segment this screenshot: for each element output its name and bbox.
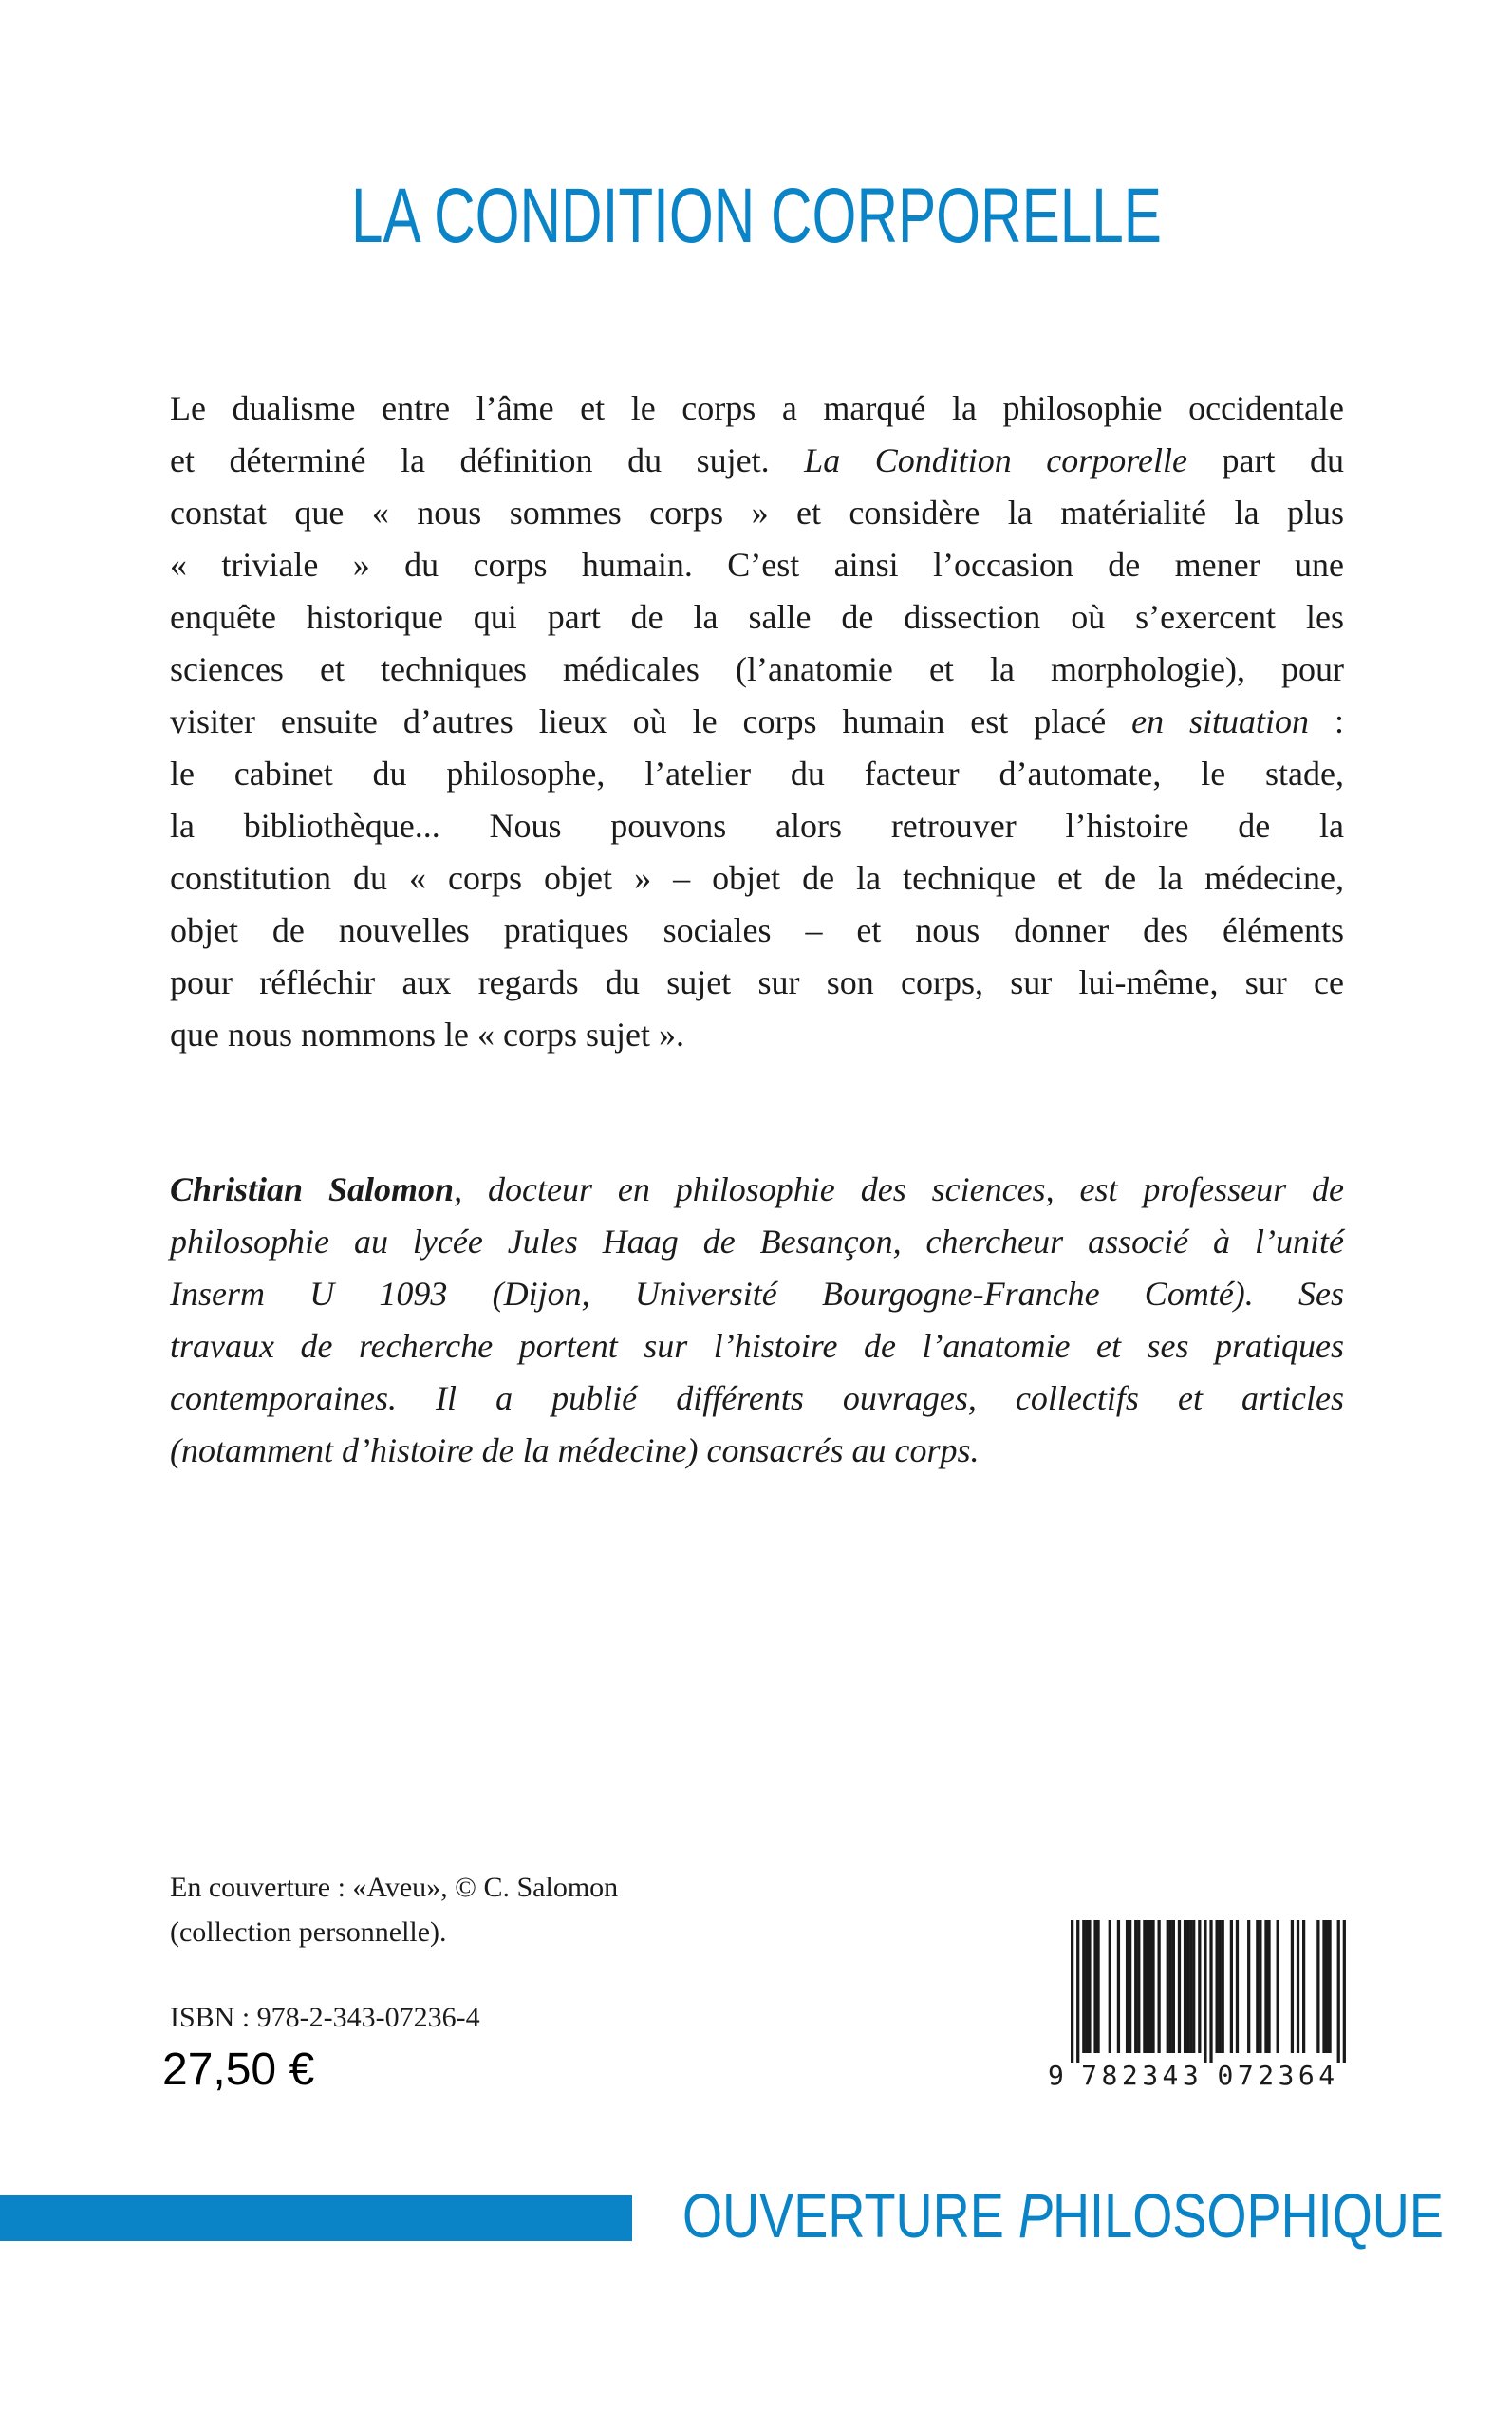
barcode-bar	[1302, 1920, 1305, 2053]
text-segment: pour réfléchir aux regards du sujet sur son corps, sur lui-même, sur ce	[170, 963, 1344, 1001]
text-line	[170, 1009, 1344, 1061]
barcode-bar	[1209, 1920, 1212, 2063]
text-line	[170, 748, 1344, 800]
cover-credit-line: (collection personnelle).	[170, 1916, 447, 1948]
text-line	[170, 696, 1344, 748]
barcode-digit: 3	[1142, 2060, 1159, 2091]
text-segment: constitution du « corps objet » – objet de la technique et de la médecine,	[170, 859, 1344, 897]
text-segment: objet de nouvelles pratiques sociales – et nous donner des éléments	[170, 911, 1344, 949]
text-segment: contemporaines. Il a publié différents ouvrages, collectifs et articles	[170, 1379, 1344, 1417]
text-line	[170, 905, 1344, 957]
barcode-bar	[1137, 1920, 1140, 2053]
barcode-bar	[1204, 1920, 1206, 2063]
text-segment: Le dualisme entre l’âme et le corps a marqué la philosophie occidentale	[170, 389, 1344, 427]
text-segment: sciences et techniques médicales (l’anatomie et la morphologie), pour	[170, 650, 1344, 688]
barcode-bar	[1071, 1920, 1073, 2063]
text-segment: que nous nommons le « corps sujet ».	[170, 1016, 684, 1054]
book-title-text: LA CONDITION CORPORELLE	[351, 173, 1162, 259]
barcode-bar	[1151, 1920, 1154, 2053]
barcode-bar	[1158, 1920, 1161, 2053]
barcode-bar	[1085, 1920, 1088, 2053]
italic-text: La Condition corporelle	[804, 441, 1187, 479]
text-segment: constat que « nous sommes corps » et considère la matérialité la plus	[170, 494, 1344, 532]
barcode-bar	[1186, 1920, 1189, 2053]
barcode-digit: 2	[1121, 2060, 1138, 2091]
barcode-bar	[1230, 1920, 1233, 2053]
text-line	[170, 1216, 1344, 1268]
barcode-bar	[1169, 1920, 1172, 2053]
text-segment: (notamment d’histoire de la médecine) consacrés au corps.	[170, 1431, 980, 1469]
barcode-bar	[1148, 1920, 1151, 2053]
cover-credit	[170, 1865, 618, 1954]
barcode-bar	[1297, 1920, 1299, 2053]
text-segment: enquête historique qui part de la salle de dissection où s’exercent les	[170, 598, 1344, 636]
barcode-bar	[1146, 1920, 1148, 2053]
barcode-digit: 4	[1162, 2060, 1179, 2091]
barcode-bar	[1189, 1920, 1192, 2053]
text-segment: « triviale » du corps humain. C’est ainsi l’occasion de mener une	[170, 546, 1344, 584]
barcode-bar	[1117, 1920, 1120, 2053]
book-title	[351, 173, 1454, 259]
barcode-bar	[1264, 1920, 1267, 2053]
barcode-bar	[1219, 1920, 1222, 2053]
text-line	[170, 487, 1344, 539]
barcode-bar	[1222, 1920, 1224, 2053]
barcode-bar	[1216, 1920, 1219, 2053]
barcode-bar	[1192, 1920, 1195, 2053]
barcode-digit: 8	[1101, 2060, 1118, 2091]
barcode-bar	[1143, 1920, 1146, 2053]
barcode-bar	[1129, 1920, 1131, 2053]
text-segment: travaux de recherche portent sur l’histoire de l’anatomie et ses pratiques	[170, 1327, 1344, 1365]
text-segment: part du	[1186, 441, 1345, 479]
text-line	[170, 1320, 1344, 1373]
text-segment: philosophie au lycée Jules Haag de Besançon, chercheur associé à l’unité	[170, 1223, 1344, 1261]
series-color-band	[0, 2195, 632, 2241]
text-segment: la bibliothèque... Nous pouvons alors retrouver l’histoire de la	[170, 807, 1344, 845]
barcode-bar	[1337, 1920, 1340, 2063]
italic-text: en situation	[1131, 702, 1310, 740]
barcode-digit: 2	[1258, 2060, 1275, 2091]
series-name-part: OUVERTURE	[682, 2180, 1018, 2250]
series-name	[682, 2180, 1512, 2250]
barcode-bar	[1126, 1920, 1129, 2053]
isbn: ISBN : 978-2-343-07236-4	[170, 2002, 480, 2033]
barcode-bar	[1184, 1920, 1186, 2053]
summary-paragraph	[170, 383, 1344, 1061]
text-line	[170, 800, 1344, 852]
barcode-bar	[1267, 1920, 1270, 2053]
text-segment: Inserm U 1093 (Dijon, Université Bourgogne-Franche Comté). Ses	[170, 1275, 1344, 1313]
barcode-bar	[1076, 1920, 1079, 2063]
barcode-digit: 3	[1182, 2060, 1199, 2091]
text-line	[170, 1268, 1344, 1320]
series-name-part: HILOSOPHIQUE	[1052, 2180, 1444, 2250]
barcode-bar	[1247, 1920, 1250, 2053]
barcode-bar	[1178, 1920, 1181, 2053]
barcode-bar	[1172, 1920, 1175, 2053]
barcode-bar	[1328, 1920, 1331, 2053]
text-line	[170, 1425, 1344, 1477]
text-segment: le cabinet du philosophe, l’atelier du facteur d’automate, le stade,	[170, 755, 1344, 793]
barcode-digit: 9	[1048, 2060, 1064, 2091]
text-segment: et déterminé la définition du sujet.	[170, 441, 805, 479]
barcode-digit: 0	[1217, 2060, 1234, 2091]
barcode-digit: 4	[1318, 2060, 1335, 2091]
barcode-bar	[1277, 1920, 1279, 2053]
barcode-bar	[1343, 1920, 1346, 2063]
barcode-bar	[1167, 1920, 1169, 2053]
barcode-bar	[1316, 1920, 1319, 2053]
barcode-bar	[1256, 1920, 1259, 2053]
barcode-bar	[1322, 1920, 1325, 2053]
barcode-bar	[1082, 1920, 1085, 2053]
barcode	[1044, 1917, 1357, 2093]
text-line	[170, 435, 1344, 487]
text-line	[170, 591, 1344, 644]
barcode-bar	[1236, 1920, 1239, 2053]
author-name: Christian Salomon	[170, 1170, 455, 1208]
author-bio	[170, 1164, 1344, 1477]
barcode-bar	[1093, 1920, 1096, 2053]
barcode-bar	[1096, 1920, 1099, 2053]
text-line	[170, 1164, 1344, 1216]
price	[162, 2047, 314, 2093]
barcode-digit: 3	[1278, 2060, 1295, 2091]
text-line	[170, 852, 1344, 905]
barcode-bar	[1291, 1920, 1294, 2053]
barcode-digit: 6	[1297, 2060, 1315, 2091]
barcode-digit: 7	[1237, 2060, 1254, 2091]
barcode-digit: 7	[1081, 2060, 1098, 2091]
text-line	[170, 1373, 1344, 1425]
cover-credit-line: En couverture : «Aveu», © C. Salomon	[170, 1872, 619, 1903]
text-segment: visiter ensuite d’autres lieux où le corps humain est placé	[170, 702, 1132, 740]
barcode-bar	[1109, 1920, 1111, 2053]
text-line	[170, 383, 1344, 435]
text-line	[170, 644, 1344, 696]
barcode-bar	[1198, 1920, 1201, 2053]
barcode-bar	[1259, 1920, 1261, 2053]
text-segment: , docteur en philosophie des sciences, est professeur de	[454, 1170, 1344, 1208]
series-name-part: P	[1017, 2180, 1053, 2250]
barcode-bar	[1134, 1920, 1137, 2053]
text-line	[170, 957, 1344, 1009]
text-line	[170, 539, 1344, 591]
price-text: 27,50 €	[162, 2045, 315, 2095]
barcode-bar	[1088, 1920, 1091, 2053]
barcode-bar	[1325, 1920, 1328, 2053]
text-segment: :	[1309, 702, 1345, 740]
